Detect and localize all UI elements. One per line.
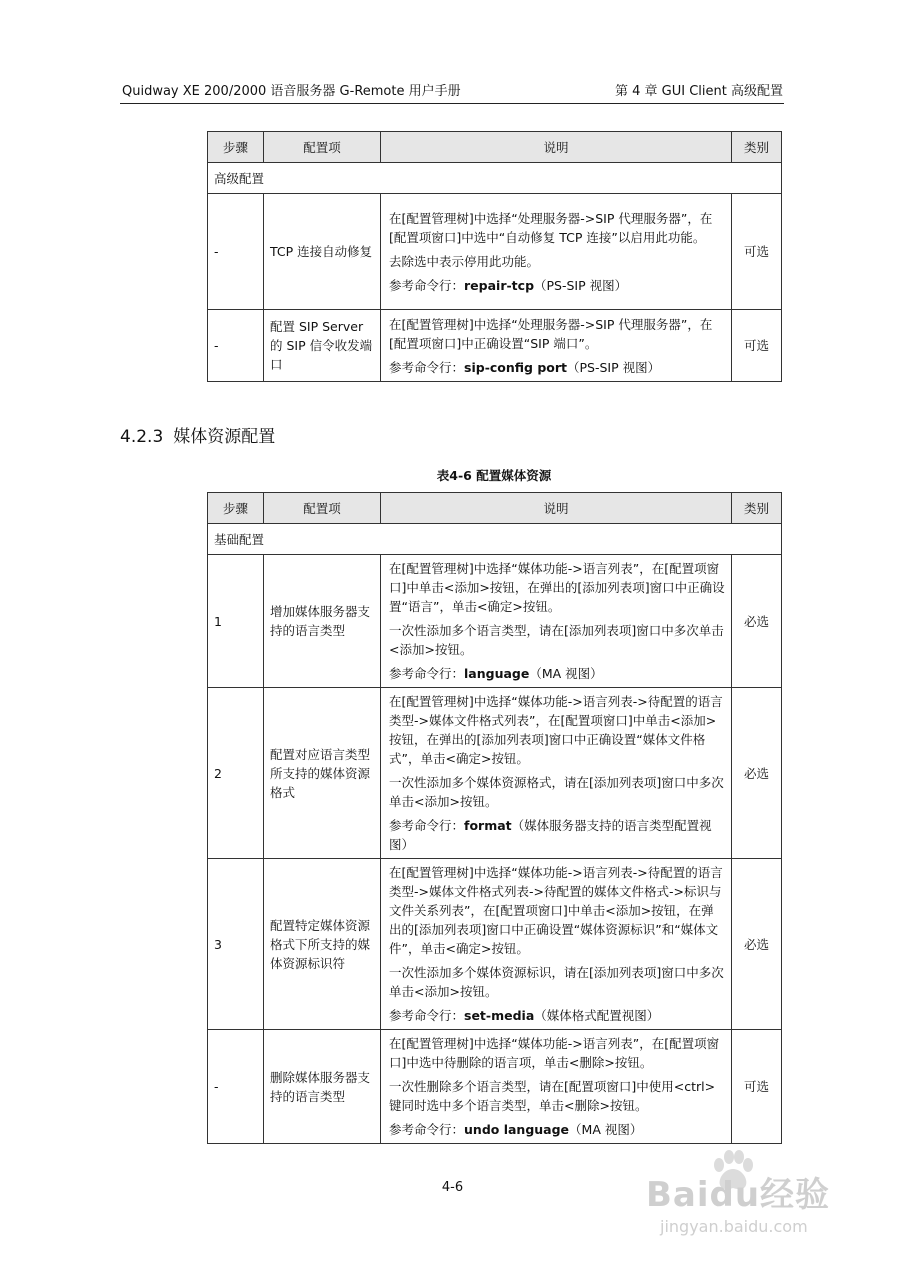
description-paragraph: 一次性添加多个媒体资源标识，请在[添加列表项]窗口中多次单击<添加>按钮。 [389,965,724,999]
command-reference [389,664,725,683]
command-view: （媒体格式配置视图） [534,1008,660,1023]
table-header-row [208,493,782,524]
column-header-item: 配置项 [264,132,381,163]
baidu-watermark [640,1145,850,1245]
header-rule [120,103,784,104]
description-cell [381,688,732,859]
table-row [208,194,782,310]
section-label: 基础配置 [208,524,782,555]
column-header-item: 配置项 [264,493,381,524]
advanced-config-table [207,131,782,382]
description-paragraph: 在[配置管理树]中选择“处理服务器->SIP 代理服务器”，在[配置项窗口]中选中“自动修复 TCP 连接”以启用此功能。 [389,210,713,245]
command-prefix: 参考命令行： [389,1122,465,1137]
command-reference [389,816,725,854]
description-cell [381,310,732,382]
column-header-description: 说明 [381,132,732,163]
description-paragraph: 在[配置管理树]中选择“媒体功能->语言列表->待配置的语言类型->媒体文件格式列表”，在[配置项窗口]中单击<添加>按钮，在弹出的[添加列表项]窗口中正确设置“媒体文件格式”，单击<确定>按钮。 [389,694,723,766]
item-cell: 配置特定媒体资源格式下所支持的媒体资源标识符 [264,859,381,1030]
column-header-step: 步骤 [208,493,264,524]
page-number: 4-6 [441,1180,464,1195]
item-cell: 配置对应语言类型所支持的媒体资源格式 [264,688,381,859]
watermark-url: jingyan.baidu.com [660,1217,808,1236]
item-cell: 增加媒体服务器支持的语言类型 [264,555,381,688]
command-name: language [464,666,530,681]
table-row [208,859,782,1030]
type-cell: 必选 [732,555,782,688]
description-paragraph: 一次性删除多个语言类型，请在[配置项窗口]中使用<ctrl>键同时选中多个语言类型，单击<删除>按钮。 [389,1079,716,1113]
watermark-logo: Baidu经验 [646,1175,831,1215]
type-cell: 必选 [732,859,782,1030]
table-row [208,555,782,688]
section-heading [120,426,275,448]
step-cell: 1 [208,555,264,688]
table-row [208,1030,782,1144]
table-caption: 表4-6 配置媒体资源 [436,468,552,483]
section-label: 高级配置 [208,163,782,194]
step-cell: - [208,1030,264,1144]
running-header-left: Quidway XE 200/2000 语音服务器 G-Remote 用户手册 [122,84,461,99]
description-paragraph: 在[配置管理树]中选择“处理服务器->SIP 代理服务器”，在[配置项窗口]中正确设置“SIP 端口”。 [389,316,713,351]
command-view: （媒体服务器支持的语言类型配置视图） [389,818,712,852]
table-row [208,310,782,382]
command-prefix: 参考命令行： [389,818,465,833]
table-row [208,688,782,859]
type-cell: 可选 [732,1030,782,1144]
step-cell: 3 [208,859,264,1030]
command-name: set-media [464,1008,535,1023]
command-view: （MA 视图） [569,1122,643,1137]
step-cell: 2 [208,688,264,859]
running-header-right: 第 4 章 GUI Client 高级配置 [615,84,783,99]
item-cell: 配置 SIP Server 的 SIP 信令收发端口 [264,310,381,382]
section-title: 媒体资源配置 [173,427,276,447]
description-paragraph: 在[配置管理树]中选择“媒体功能->语言列表”，在[配置项窗口]中单击<添加>按钮，在弹出的[添加列表项]窗口中正确设置“语言”，单击<确定>按钮。 [389,561,725,614]
command-view: （PS-SIP 视图） [534,277,628,293]
section-number: 4.2.3 [120,427,164,447]
media-resource-table [207,492,782,1144]
description-cell [381,555,732,688]
command-view: （MA 视图） [529,666,603,681]
command-name: repair-tcp [464,277,535,293]
command-prefix: 参考命令行： [389,666,465,681]
step-cell: - [208,310,264,382]
description-paragraph: 在[配置管理树]中选择“媒体功能->语言列表”，在[配置项窗口]中选中待删除的语言项，单击<删除>按钮。 [389,1036,720,1070]
command-view: （PS-SIP 视图） [567,359,661,375]
command-name: format [464,818,512,833]
command-name: sip-config port [464,359,568,375]
description-paragraph: 去除选中表示停用此功能。 [389,253,540,269]
section-row [208,163,782,194]
command-reference [389,1120,725,1139]
item-cell: TCP 连接自动修复 [264,194,381,310]
table-header-row [208,132,782,163]
command-name: undo language [464,1122,570,1137]
command-prefix: 参考命令行： [389,1008,465,1023]
description-paragraph: 在[配置管理树]中选择“媒体功能->语言列表->待配置的语言类型->媒体文件格式列表->待配置的媒体文件格式->标识与文件关系列表”，在[配置项窗口]中单击<添加>按钮，在弹出的[添加列表项]窗口中正确设置“媒体资源标识”和“媒体文件”，单击<确定>按钮。 [389,865,723,956]
command-reference [389,276,725,295]
command-prefix: 参考命令行： [389,359,465,375]
description-cell [381,1030,732,1144]
column-header-type: 类别 [732,132,782,163]
type-cell: 可选 [732,194,782,310]
column-header-description: 说明 [381,493,732,524]
type-cell: 可选 [732,310,782,382]
command-prefix: 参考命令行： [389,277,465,293]
section-row [208,524,782,555]
command-reference [389,358,725,377]
step-cell: - [208,194,264,310]
description-paragraph: 一次性添加多个语言类型，请在[添加列表项]窗口中多次单击<添加>按钮。 [389,623,724,657]
command-reference [389,1006,725,1025]
column-header-type: 类别 [732,493,782,524]
column-header-step: 步骤 [208,132,264,163]
type-cell: 必选 [732,688,782,859]
item-cell: 删除媒体服务器支持的语言类型 [264,1030,381,1144]
description-cell [381,194,732,310]
description-paragraph: 一次性添加多个媒体资源格式，请在[添加列表项]窗口中多次单击<添加>按钮。 [389,775,724,809]
description-cell [381,859,732,1030]
